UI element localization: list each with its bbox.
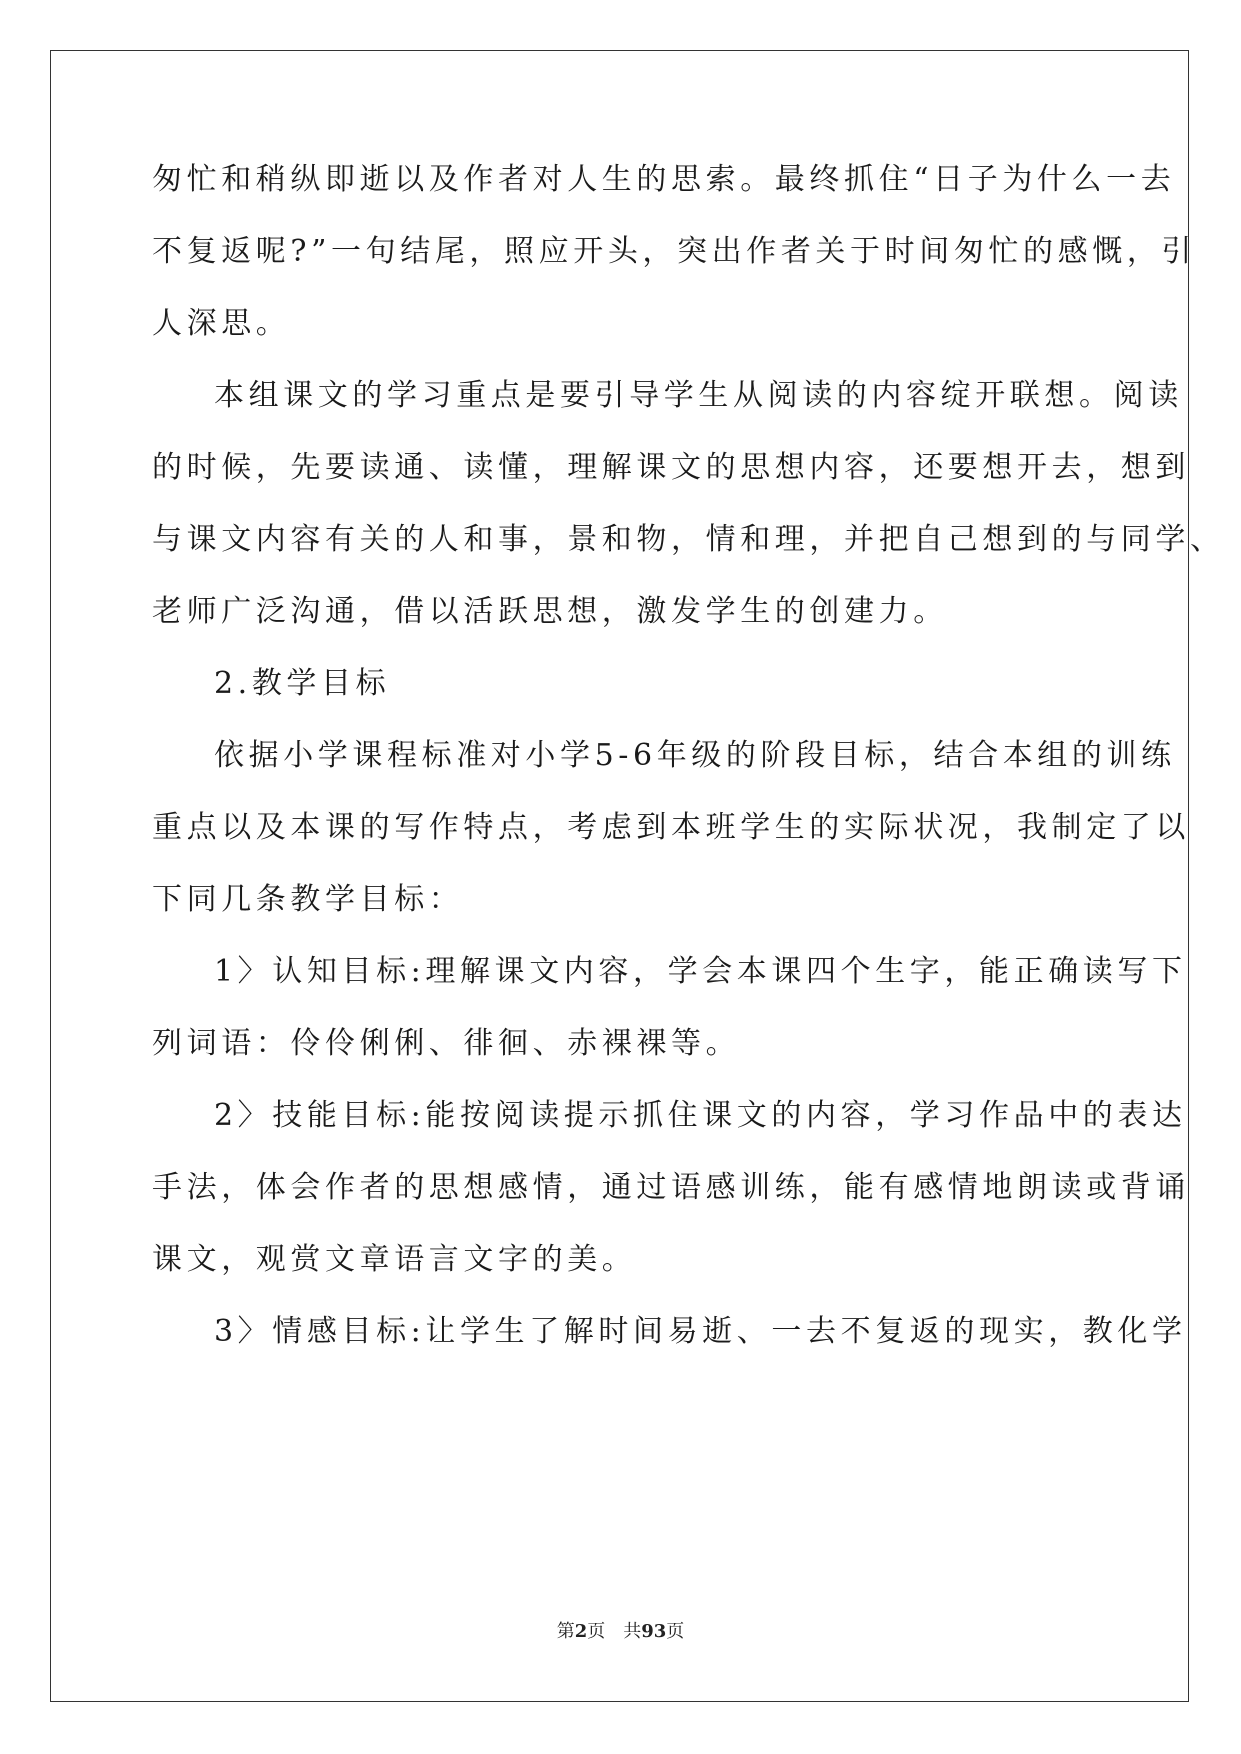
page-border bbox=[50, 50, 1189, 1702]
footer-suffix: 页 bbox=[666, 1621, 685, 1642]
text-line: 人深思。 bbox=[152, 306, 291, 341]
page-footer bbox=[0, 1620, 1241, 1644]
text-line: 下同几条教学目标： bbox=[152, 882, 464, 917]
text-line: 2〉技能目标:能按阅读提示抓住课文的内容，学习作品中的表达 bbox=[214, 1098, 1187, 1133]
footer-prefix: 第 bbox=[556, 1621, 575, 1642]
text-line: 与课文内容有关的人和事，景和物，情和理，并把自己想到的与同学、 bbox=[152, 522, 1225, 557]
text-line: 1〉认知目标:理解课文内容，学会本课四个生字，能正确读写下 bbox=[214, 954, 1187, 989]
current-page-number: 2 bbox=[574, 1621, 588, 1642]
text-line: 课文，观赏文章语言文字的美。 bbox=[152, 1242, 637, 1277]
section-heading: 2.教学目标 bbox=[214, 666, 391, 701]
text-line: 本组课文的学习重点是要引导学生从阅读的内容绽开联想。阅读 bbox=[214, 378, 1183, 413]
text-line: 匆忙和稍纵即逝以及作者对人生的思索。最终抓住“日子为什么一去 bbox=[152, 162, 1176, 197]
footer-middle: 页 共 bbox=[587, 1621, 642, 1642]
text-line: 的时候，先要读通、读懂，理解课文的思想内容，还要想开去，想到 bbox=[152, 450, 1190, 485]
total-pages-number: 93 bbox=[641, 1621, 667, 1642]
text-line: 3〉情感目标:让学生了解时间易逝、一去不复返的现实，教化学 bbox=[214, 1314, 1187, 1349]
text-line: 列词语：伶伶俐俐、徘徊、赤裸裸等。 bbox=[152, 1026, 741, 1061]
text-line: 依据小学课程标准对小学5-6年级的阶段目标，结合本组的训练 bbox=[214, 738, 1176, 773]
text-line: 重点以及本课的写作特点，考虑到本班学生的实际状况，我制定了以 bbox=[152, 810, 1190, 845]
text-line: 不复返呢?”一句结尾，照应开头，突出作者关于时间匆忙的感慨，引 bbox=[152, 234, 1197, 269]
text-line: 老师广泛沟通，借以活跃思想，激发学生的创建力。 bbox=[152, 594, 948, 629]
text-line: 手法，体会作者的思想感情，通过语感训练，能有感情地朗读或背诵 bbox=[152, 1170, 1190, 1205]
